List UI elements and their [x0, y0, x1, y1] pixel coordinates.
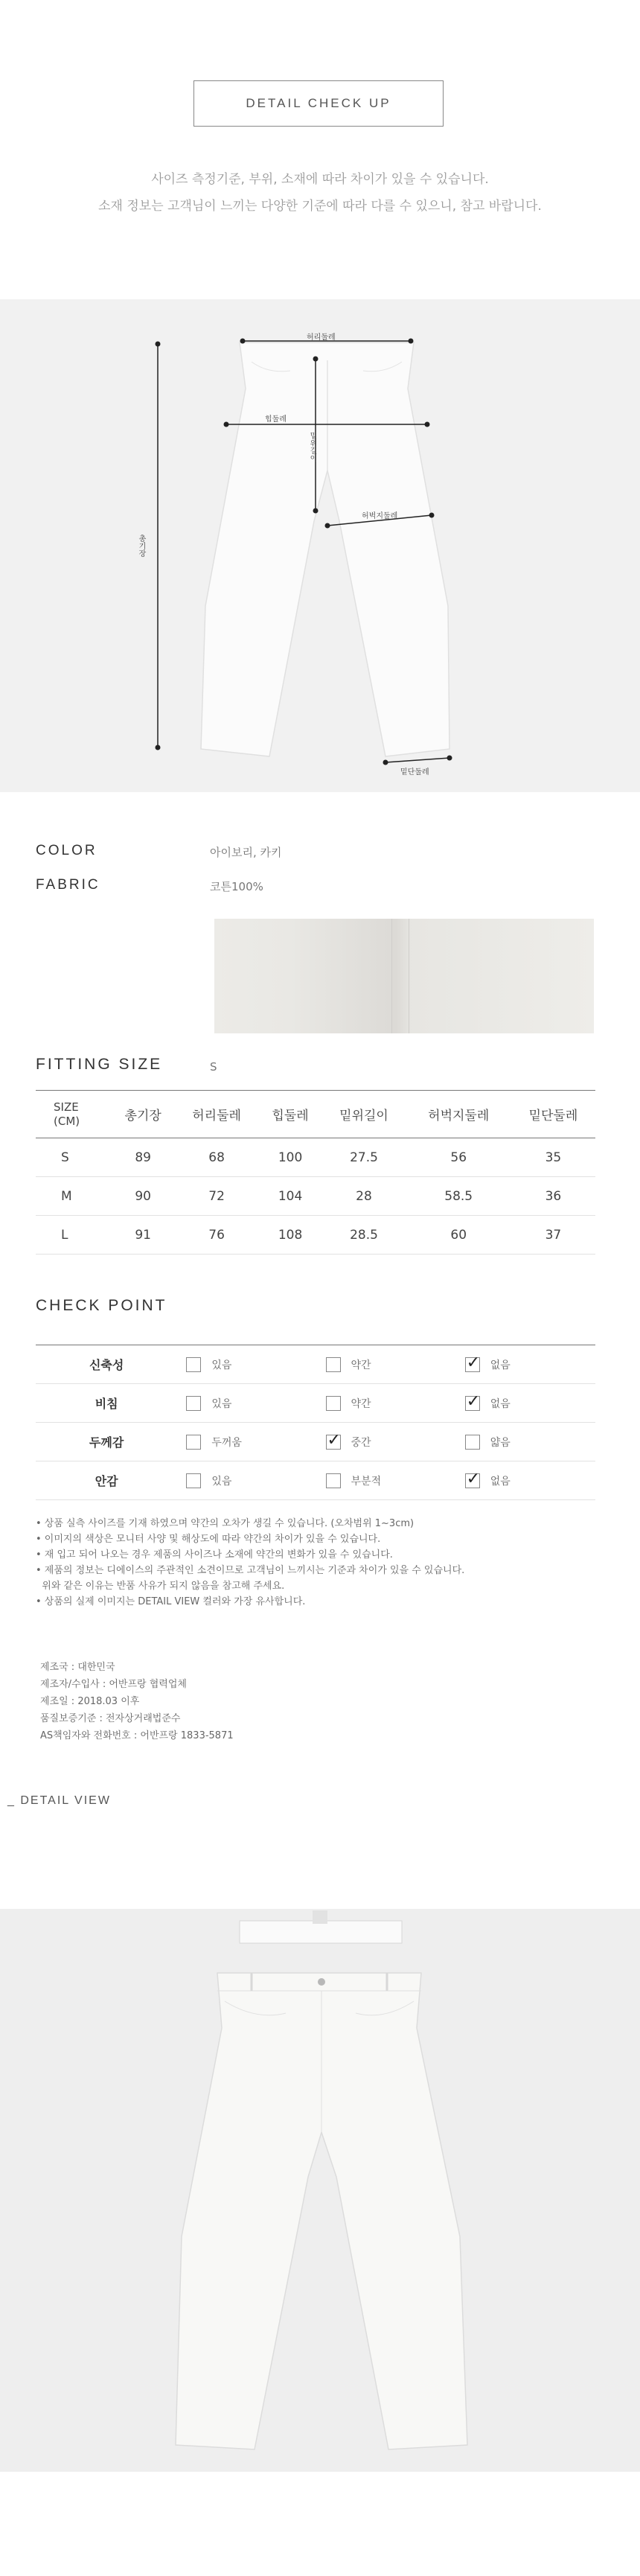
notes-list: [36, 1516, 464, 1610]
check-option-label: 중간: [351, 1436, 371, 1449]
check-option: [177, 1384, 316, 1423]
note-item: • 재 입고 되어 나오는 경우 제품의 사이즈나 소재에 약간의 변화가 있을 수 있습니다.: [36, 1549, 393, 1560]
table-row: [36, 1177, 595, 1216]
measurement-diagram: [0, 299, 640, 792]
size-cell: 60: [406, 1216, 511, 1254]
note-item: • 제품의 정보는 디에이스의 주관적인 소견이므로 고객님이 느끼시는 기준과 차이가 있을 수 있습니다.: [36, 1565, 465, 1576]
button: [318, 1978, 325, 1986]
fitting-size-title: FITTING SIZE: [36, 1056, 163, 1073]
table-row: [36, 1216, 595, 1254]
check-row: [36, 1423, 595, 1461]
size-cell: M: [36, 1177, 112, 1216]
size-cell: 104: [259, 1177, 322, 1216]
size-cell: 37: [511, 1216, 595, 1254]
size-cell: 91: [112, 1216, 175, 1254]
size-cell: 89: [112, 1138, 175, 1177]
color-label: COLOR: [36, 843, 97, 858]
pants-photo-illustration: [0, 1909, 640, 2472]
check-point-table: [36, 1345, 595, 1500]
check-option: [317, 1423, 456, 1461]
check-option-label: 없음: [490, 1359, 511, 1371]
fabric-swatch-image: [214, 919, 594, 1033]
product-meta-info: [40, 1659, 234, 1744]
fitting-size-value: S: [210, 1060, 217, 1074]
meta-line: 제조일 : 2018.03 이후: [40, 1696, 140, 1707]
check-option-label: 있음: [211, 1359, 232, 1371]
check-row-name: 신축성: [36, 1345, 177, 1384]
label-hem: 밑단둘레: [400, 768, 429, 777]
size-cell: S: [36, 1138, 112, 1177]
check-option: [317, 1345, 456, 1384]
size-cell: L: [36, 1216, 112, 1254]
detail-check-up-title: DETAIL CHECK UP: [193, 80, 444, 127]
notice-line-2: 소재 정보는 고객님이 느끼는 다양한 기준에 따라 다를 수 있으니, 참고 바랍니다.: [98, 199, 542, 214]
check-option: [177, 1423, 316, 1461]
check-row-name: 비침: [36, 1384, 177, 1423]
size-cell: 28: [321, 1177, 406, 1216]
check-option: [177, 1461, 316, 1500]
checkbox-unchecked: [326, 1357, 341, 1372]
note-item: • 상품의 실제 이미지는 DETAIL VIEW 컬러와 가장 유사합니다.: [36, 1596, 306, 1607]
note-item: • 이미지의 색상은 모니터 사양 및 해상도에 따라 약간의 차이가 있을 수 있습니다.: [36, 1534, 381, 1545]
size-cell: 35: [511, 1138, 595, 1177]
check-row: [36, 1461, 595, 1500]
meta-line: 제조국 : 대한민국: [40, 1662, 115, 1673]
check-row-name: 두께감: [36, 1423, 177, 1461]
notice-line-1: 사이즈 측정기준, 부위, 소재에 따라 차이가 있을 수 있습니다.: [151, 172, 489, 187]
hanger: [240, 1921, 402, 1943]
checkbox-unchecked: [186, 1435, 201, 1450]
size-header-cell: SIZE (CM): [36, 1091, 112, 1138]
checkbox-unchecked: [326, 1396, 341, 1411]
note-item: 위와 같은 이유는 반품 사유가 되지 않음을 참고해 주세요.: [36, 1581, 285, 1592]
check-option-label: 없음: [490, 1397, 511, 1410]
check-option-label: 두꺼움: [211, 1436, 242, 1449]
check-option: [177, 1345, 316, 1384]
checkbox-unchecked: [186, 1357, 201, 1372]
check-option: [317, 1461, 456, 1500]
meta-line: 제조자/수입사 : 어반프랑 협력업체: [40, 1679, 187, 1690]
check-row-name: 안감: [36, 1461, 177, 1500]
checkbox-unchecked: [326, 1473, 341, 1488]
product-photo: [0, 1909, 640, 2472]
size-cell: 72: [175, 1177, 259, 1216]
label-length: 총기장: [137, 535, 145, 557]
size-cell: 68: [175, 1138, 259, 1177]
check-option: [456, 1461, 595, 1500]
color-value: 아이보리, 카키: [210, 846, 282, 859]
fabric-value: 코튼100%: [210, 880, 263, 893]
check-row: [36, 1384, 595, 1423]
note-item: • 상품 실측 사이즈를 기재 하였으며 약간의 오차가 생길 수 있습니다. (오차범위 1~3cm): [36, 1518, 415, 1529]
check-option-label: 있음: [211, 1397, 232, 1410]
checkbox-unchecked: [186, 1473, 201, 1488]
hanger-hook: [313, 1910, 327, 1924]
label-hip: 힙둘레: [265, 415, 287, 424]
check-option-label: 없음: [490, 1475, 511, 1488]
detail-view-label: _ DETAIL VIEW: [7, 1794, 111, 1807]
checkbox-checked: [326, 1435, 341, 1450]
check-option: [456, 1384, 595, 1423]
size-header-cell: 밑위길이: [321, 1091, 406, 1138]
check-option-label: 부분적: [351, 1475, 382, 1488]
label-rise: 밑위길이: [308, 432, 316, 462]
meta-line: AS책임자와 전화번호 : 어반프랑 1833-5871: [40, 1730, 234, 1741]
size-cell: 28.5: [321, 1216, 406, 1254]
checkbox-checked: [465, 1473, 480, 1488]
check-row: [36, 1345, 595, 1384]
checkbox-checked: [465, 1357, 480, 1372]
size-header-cell: 힙둘레: [259, 1091, 322, 1138]
label-waist: 허리둘레: [307, 334, 336, 342]
check-option-label: 약간: [351, 1397, 371, 1410]
size-cell: 90: [112, 1177, 175, 1216]
check-option-label: 얇음: [490, 1436, 511, 1449]
check-option: [456, 1345, 595, 1384]
pants-outline: [201, 342, 449, 756]
size-header-cell: 총기장: [112, 1091, 175, 1138]
label-thigh: 허벅지둘레: [362, 512, 398, 520]
check-option-label: 있음: [211, 1475, 232, 1488]
checkbox-unchecked: [465, 1435, 480, 1450]
size-table: [36, 1090, 595, 1254]
size-header-cell: 허리둘레: [175, 1091, 259, 1138]
size-cell: 76: [175, 1216, 259, 1254]
size-cell: 108: [259, 1216, 322, 1254]
check-point-title: CHECK POINT: [36, 1297, 167, 1314]
size-cell: 56: [406, 1138, 511, 1177]
check-option-label: 약간: [351, 1359, 371, 1371]
check-option: [456, 1423, 595, 1461]
size-header-cell: 허벅지둘레: [406, 1091, 511, 1138]
checkbox-checked: [465, 1396, 480, 1411]
size-cell: 100: [259, 1138, 322, 1177]
table-row: [36, 1138, 595, 1177]
size-cell: 36: [511, 1177, 595, 1216]
size-cell: 27.5: [321, 1138, 406, 1177]
size-header-cell: 밑단둘레: [511, 1091, 595, 1138]
hem-line: [385, 758, 449, 762]
size-table-header: [36, 1091, 595, 1138]
size-cell: 58.5: [406, 1177, 511, 1216]
fabric-label: FABRIC: [36, 877, 100, 893]
meta-line: 품질보증기준 : 전자상거래법준수: [40, 1713, 181, 1724]
checkbox-unchecked: [186, 1396, 201, 1411]
check-option: [317, 1384, 456, 1423]
pants-measure-illustration: [0, 299, 640, 792]
